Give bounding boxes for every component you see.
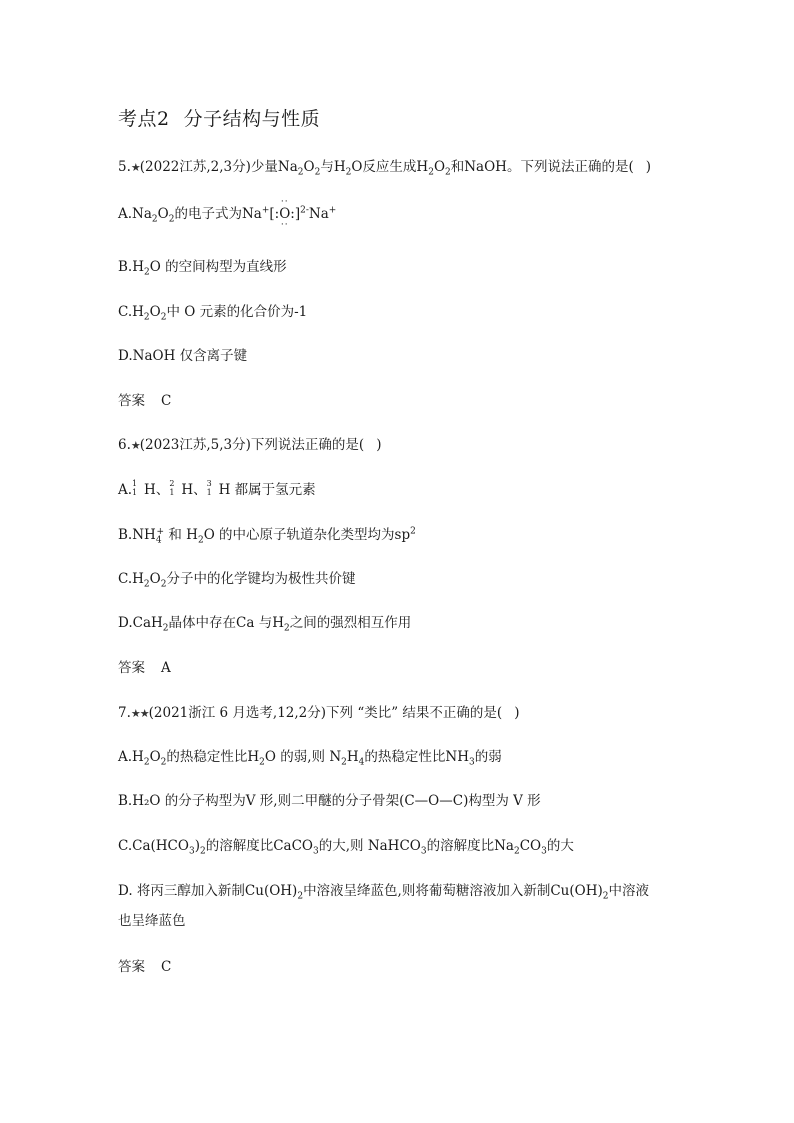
question-6-option-c: $C.H_2O_2$分子中的化学键均为极性共价键: [118, 571, 356, 590]
question-6-option-a: A. 1 1 H、 2 1 H、 3 1 H 都属于氢元素: [118, 479, 316, 498]
question-7-option-d-continued: 也呈绛蓝色: [118, 913, 186, 929]
question-6-answer: 答案 A: [118, 660, 171, 676]
difficulty-star-icon: ★: [130, 161, 140, 174]
question-7-answer: 答案 C: [118, 959, 172, 975]
difficulty-star-icon: ★: [130, 439, 140, 452]
question-number: 5.: [118, 159, 131, 175]
question-5-option-d: D.NaOH 仅含离子键: [118, 348, 248, 364]
question-6-stem: 6.★(2023江苏,5,3分)下列说法正确的是( ): [118, 437, 382, 453]
section-heading: [118, 104, 320, 131]
question-7-option-d: D. 将丙三醇加入新制$Cu(OH)_2$中溶液呈绛蓝色,则将葡萄糖溶液加入新制$Cu(OH)_2$中溶液: [118, 883, 649, 902]
question-7-stem: 7.★★(2021浙江 6 月选考,12,2分)下列 “类比” 结果不正确的是( ): [118, 705, 520, 721]
question-6-option-b: $B.NH_4^+$ 和 $H_2O$ 的中心原子轨道杂化类型均为$sp^2$: [118, 526, 416, 546]
section-label: 考点2: [118, 108, 170, 130]
section-title: 分子结构与性质: [183, 108, 321, 130]
difficulty-star-icon: ★★: [130, 707, 149, 720]
question-7-option-b: B.H₂O 的分子构型为V 形,则二甲醚的分子骨架(C—O—C)构型为 V 形: [118, 793, 541, 809]
question-5-option-b: $B.H_2O$ 的空间构型为直线形: [118, 259, 287, 278]
question-7-option-c: $C.Ca(HCO_3)_2$的溶解度比CaCO$_3$的大,则 NaHCO$_3$的溶解度比$Na_2CO_3$的大: [118, 838, 574, 857]
electron-dot-oxygen: ·· O ··: [279, 197, 291, 230]
question-6-option-d: D.CaH$_2$晶体中存在Ca 与$H_2$之间的强烈相互作用: [118, 615, 412, 634]
question-5-option-c: $C.H_2O_2$中 O 元素的化合价为-1: [118, 304, 308, 323]
question-source: (2022江苏,2,3分): [139, 159, 251, 175]
question-7-option-a: $A.H_2O_2$的热稳定性比$H_2O$ 的弱,则 $N_2H_4$的热稳定性比$NH_3$的弱: [118, 749, 502, 768]
question-5-answer: 答案 C: [118, 393, 172, 409]
question-5-option-a: $A.Na_2O_2$的电子式为Na+[: ·· O ·· :]$^{2-}$Na+: [118, 197, 337, 230]
question-5-stem: 5.★(2022江苏,2,3分)少量$Na_2O_2$与$H_2O$反应生成$H_2O_2$和NaOH。下列说法正确的是( ): [118, 159, 651, 178]
